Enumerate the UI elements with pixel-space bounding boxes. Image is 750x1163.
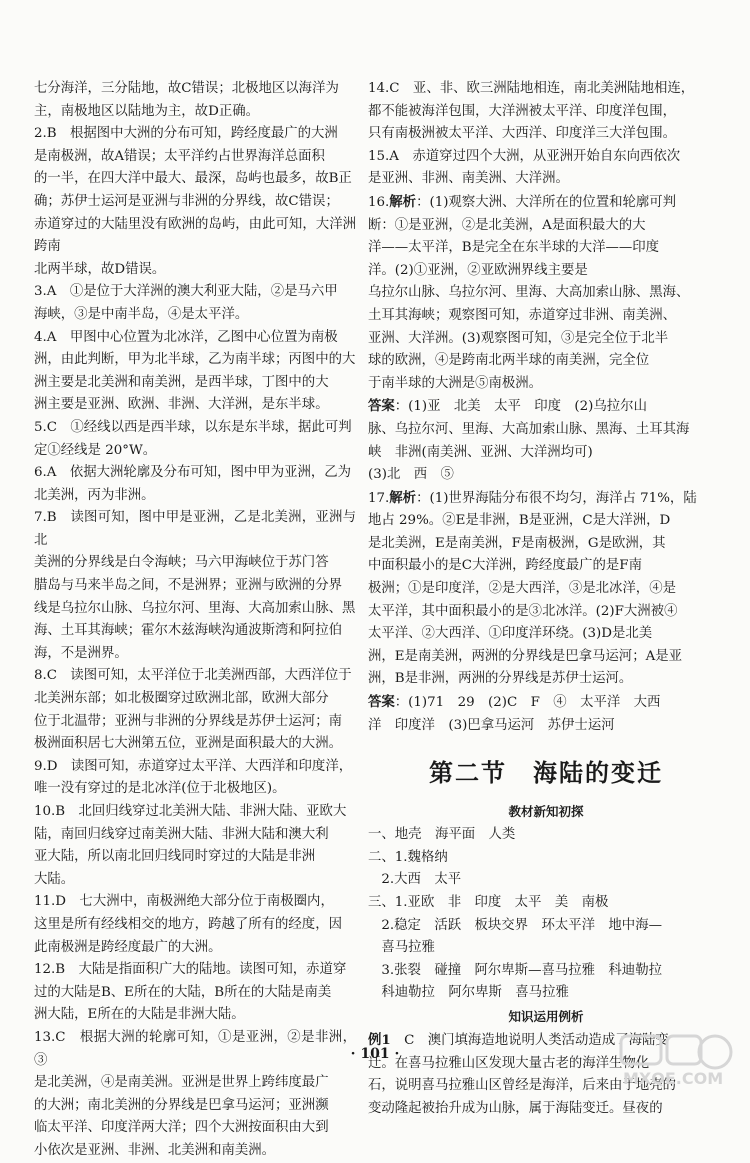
question-number: 17.: [368, 490, 390, 506]
right-item: [368, 78, 724, 146]
answer-text: ：(1)世界海陆分布很不均匀，海洋占 71%，陆 地占 29%。②E是非洲，B是亚洲，C是大洋洲，D 是北美洲，E是南美洲，F是南极洲，G是欧洲，其 中面积最小的是C大洋洲，跨经度最广的是F南 极洲；①是印度洋，②是大西洋，③是北冰洋，④是 太平洋，其中面积最小的是③北冰洋。(2)F大洲被④ 太平洋、②大西洋、①印度洋环绕。(3)D是北美 洲，E是南美洲，两洲的分界线是巴拿马运河；A是亚 洲，B是非洲，两洲的分界线是苏伊士运河。: [368, 490, 697, 687]
right-column: [368, 78, 724, 1120]
bold-keyword: 答案: [368, 398, 395, 415]
left-column: [34, 78, 356, 1163]
bold-keyword: 解析: [389, 193, 417, 210]
example-label: 例1: [368, 1031, 391, 1048]
left-item: [34, 123, 356, 281]
answer-text: ：(1)亚 北美 太平 印度 (2)乌拉尔山 脉、乌拉尔河、里海、大高加索山脉、黑海、土耳其海 峡 非洲(南美洲、亚洲、大洋洲均可) (3)北 西 ⑤: [368, 399, 690, 483]
answer-text: 10.B 北回归线穿过北美洲大陆、非洲大陆、亚欧大 陆，南回归线穿过南美洲大陆、非洲大陆和澳大利 亚大陆，所以南北回归线同时穿过的大陆是非洲 大陆。: [34, 804, 347, 887]
left-item: [34, 959, 356, 1027]
subheading-new-knowledge: 教材新知初探: [508, 804, 584, 820]
watermark-logo: [615, 1030, 743, 1088]
right-answer-list: [368, 78, 724, 737]
answer-text: 七分海洋，三分陆地，故C错误；北极地区以海洋为 主，南极地区以陆地为主，故D正确。: [34, 81, 339, 119]
section-title: 第二节 海陆的变迁: [429, 759, 663, 788]
right-item: [368, 487, 724, 691]
answer-text: ：(1)观察大洲、大洋所在的位置和轮廓可判 断：①是亚洲，②是北美洲，A是面积最大的大 洋——太平洋，B是完全在东半球的大洋——印度 洋。(2)①亚洲，②亚欧洲界线主要是 乌拉尔山脉、乌拉尔河、里海、大高加索山脉、黑海、 土耳其海峡；观察图可知，赤道穿过非洲、南美洲、 亚洲、大洋洲。(3)观察图可知，③是完全位于北半 球的欧洲，④是跨南北两半球的南美洲，完全位 于南半球的大洲是⑤南极洲。: [368, 194, 690, 391]
answer-text: 14.C 亚、非、欧三洲陆地相连，南北美洲陆地相连， 都不能被海洋包围，大洋洲被太平洋、印度洋包围， 只有南极洲被太平洋、大西洋、印度洋三大洋包围。: [368, 81, 695, 142]
right-item: [368, 146, 724, 191]
answer-text: 12.B 大陆是指面积广大的陆地。读图可知，赤道穿 过的大陆是B、E所在的大陆，B所在的大陆是南美 洲大陆，E所在的大陆是非洲大陆。: [34, 962, 347, 1023]
answer-text: 7.B 读图可知，图中甲是亚洲，乙是北美洲，亚洲与北 美洲的分界线是白令海峡；马六甲海峡位于苏门答 腊岛与马来半岛之间，不是洲界；亚洲与欧洲的分界 线是乌拉尔山脉、乌拉尔河、里海、大高加索山脉、黑 海、土耳其海峡；霍尔木兹海峡沟通波斯湾和阿拉伯 海，不是洲界。: [34, 510, 356, 661]
left-item: [34, 756, 356, 801]
answer-text: ：(1)71 29 (2)C F ④ 太平洋 大西 洋 印度洋 (3)巴拿马运河 苏伊士运河: [368, 695, 661, 733]
right-item: [368, 395, 724, 486]
left-item: [34, 665, 356, 755]
answer-text: 3.A ①是位于大洋洲的澳大利亚大陆，②是马六甲 海峡，③是中南半岛，④是太平洋。: [34, 284, 338, 322]
left-item: [34, 417, 356, 462]
bold-keyword: 解析: [389, 489, 417, 506]
subheading-application: 知识运用例析: [508, 1008, 584, 1024]
answer-text: 9.D 读图可知，赤道穿过太平洋、大西洋和印度洋， 唯一没有穿过的是北冰洋(位于北极地区)。: [34, 758, 353, 797]
example-text: C 澳门填海造地说明人类活动造成了海陆变 迁。在喜马拉雅山区发现大量古老的海洋生物化 石，说明喜马拉雅山区曾经是海洋，后来由于地壳的 变动隆起被抬升成为山脉，属于海陆变迁。昼夜的: [368, 1032, 676, 1116]
left-item: [34, 801, 356, 891]
answer-text: 8.C 读图可知，太平洋位于北美洲西部，大西洋位于 北美洲东部；如北极圈穿过欧洲北部，欧洲大部分 位于北温带；亚洲与非洲的分界线是苏伊士运河；南 极洲面积居七大洲第五位，亚洲是面积最大的大洲。: [34, 668, 352, 752]
left-item: [34, 507, 356, 665]
answer-text: 15.A 赤道穿过四个大洲，从亚洲开始自东向西依次 是亚洲、非洲、南美洲、大洋洲。: [368, 148, 681, 187]
left-item: [34, 891, 356, 959]
answer-text: 4.A 甲图中心位置为北冰洋，乙图中心位置为南极 洲，由此判断，甲为北半球，乙为南半球；丙图中的大 洲主要是北美洲和南美洲，是西半球，丁图中的大 洲主要是亚洲、欧洲、非洲、大洋洲，是东半球。: [34, 329, 356, 413]
new-knowledge-answers: 一、地壳 海平面 人类 二、1.魏格纳 2.大西 太平 三、1.亚欧 非 印度 太平 美 南极 2.稳定 活跃 板块交界 环太平洋 地中海— 喜马拉雅 3.张裂 碰撞 阿尔卑斯—喜马拉雅 科迪勒拉 科迪勒拉 阿尔卑斯 喜马拉雅: [368, 827, 662, 1001]
left-item: [34, 281, 356, 326]
answer-text: 2.B 根据图中大洲的分布可知，跨经度最广的大洲 是南极洲，故A错误；太平洋约占世界海洋总面积 的一半，在四大洋中最大、最深，岛屿也最多，故B正 确；苏伊士运河是亚洲与非洲的分界线，故C错误； 赤道穿过的大陆里没有欧洲的岛屿，由此可知，大洋洲跨南 北两半球，故D错误。: [34, 126, 356, 277]
answer-text: 11.D 七大洲中，南极洲绝大部分位于南极圈内， 这里是所有经线相交的地方，跨越了所有的经度，因 此南极洲是跨经度最广的大洲。: [34, 894, 342, 955]
left-item: [34, 78, 356, 123]
right-item: [368, 191, 724, 395]
left-item: [34, 462, 356, 507]
page-number: · 101 ·: [350, 1046, 400, 1062]
answer-text: 5.C ①经线以西是西半球，以东是东半球，据此可判 定①经线是 20°W。: [34, 419, 352, 458]
answer-text: 6.A 依据大洲轮廓及分布可知，图中甲为亚洲，乙为 北美洲，丙为非洲。: [34, 465, 352, 503]
answer-text: 13.C 根据大洲的轮廓可知，①是亚洲，②是非洲，③ 是北美洲，④是南美洲。亚洲是世界上跨纬度最广 的大洲；南北美洲的分界线是巴拿马运河；亚洲濒 临太平洋、印度洋两大洋；四个大洲按面积由大到 小依次是亚洲、非洲、北美洲和南美洲。: [34, 1029, 356, 1158]
left-item: [34, 327, 356, 417]
bold-keyword: 答案: [368, 694, 395, 711]
right-item: [368, 691, 724, 737]
svg-text:MXQE.COM: MXQE.COM: [623, 1069, 724, 1088]
question-number: 16.: [368, 194, 390, 210]
